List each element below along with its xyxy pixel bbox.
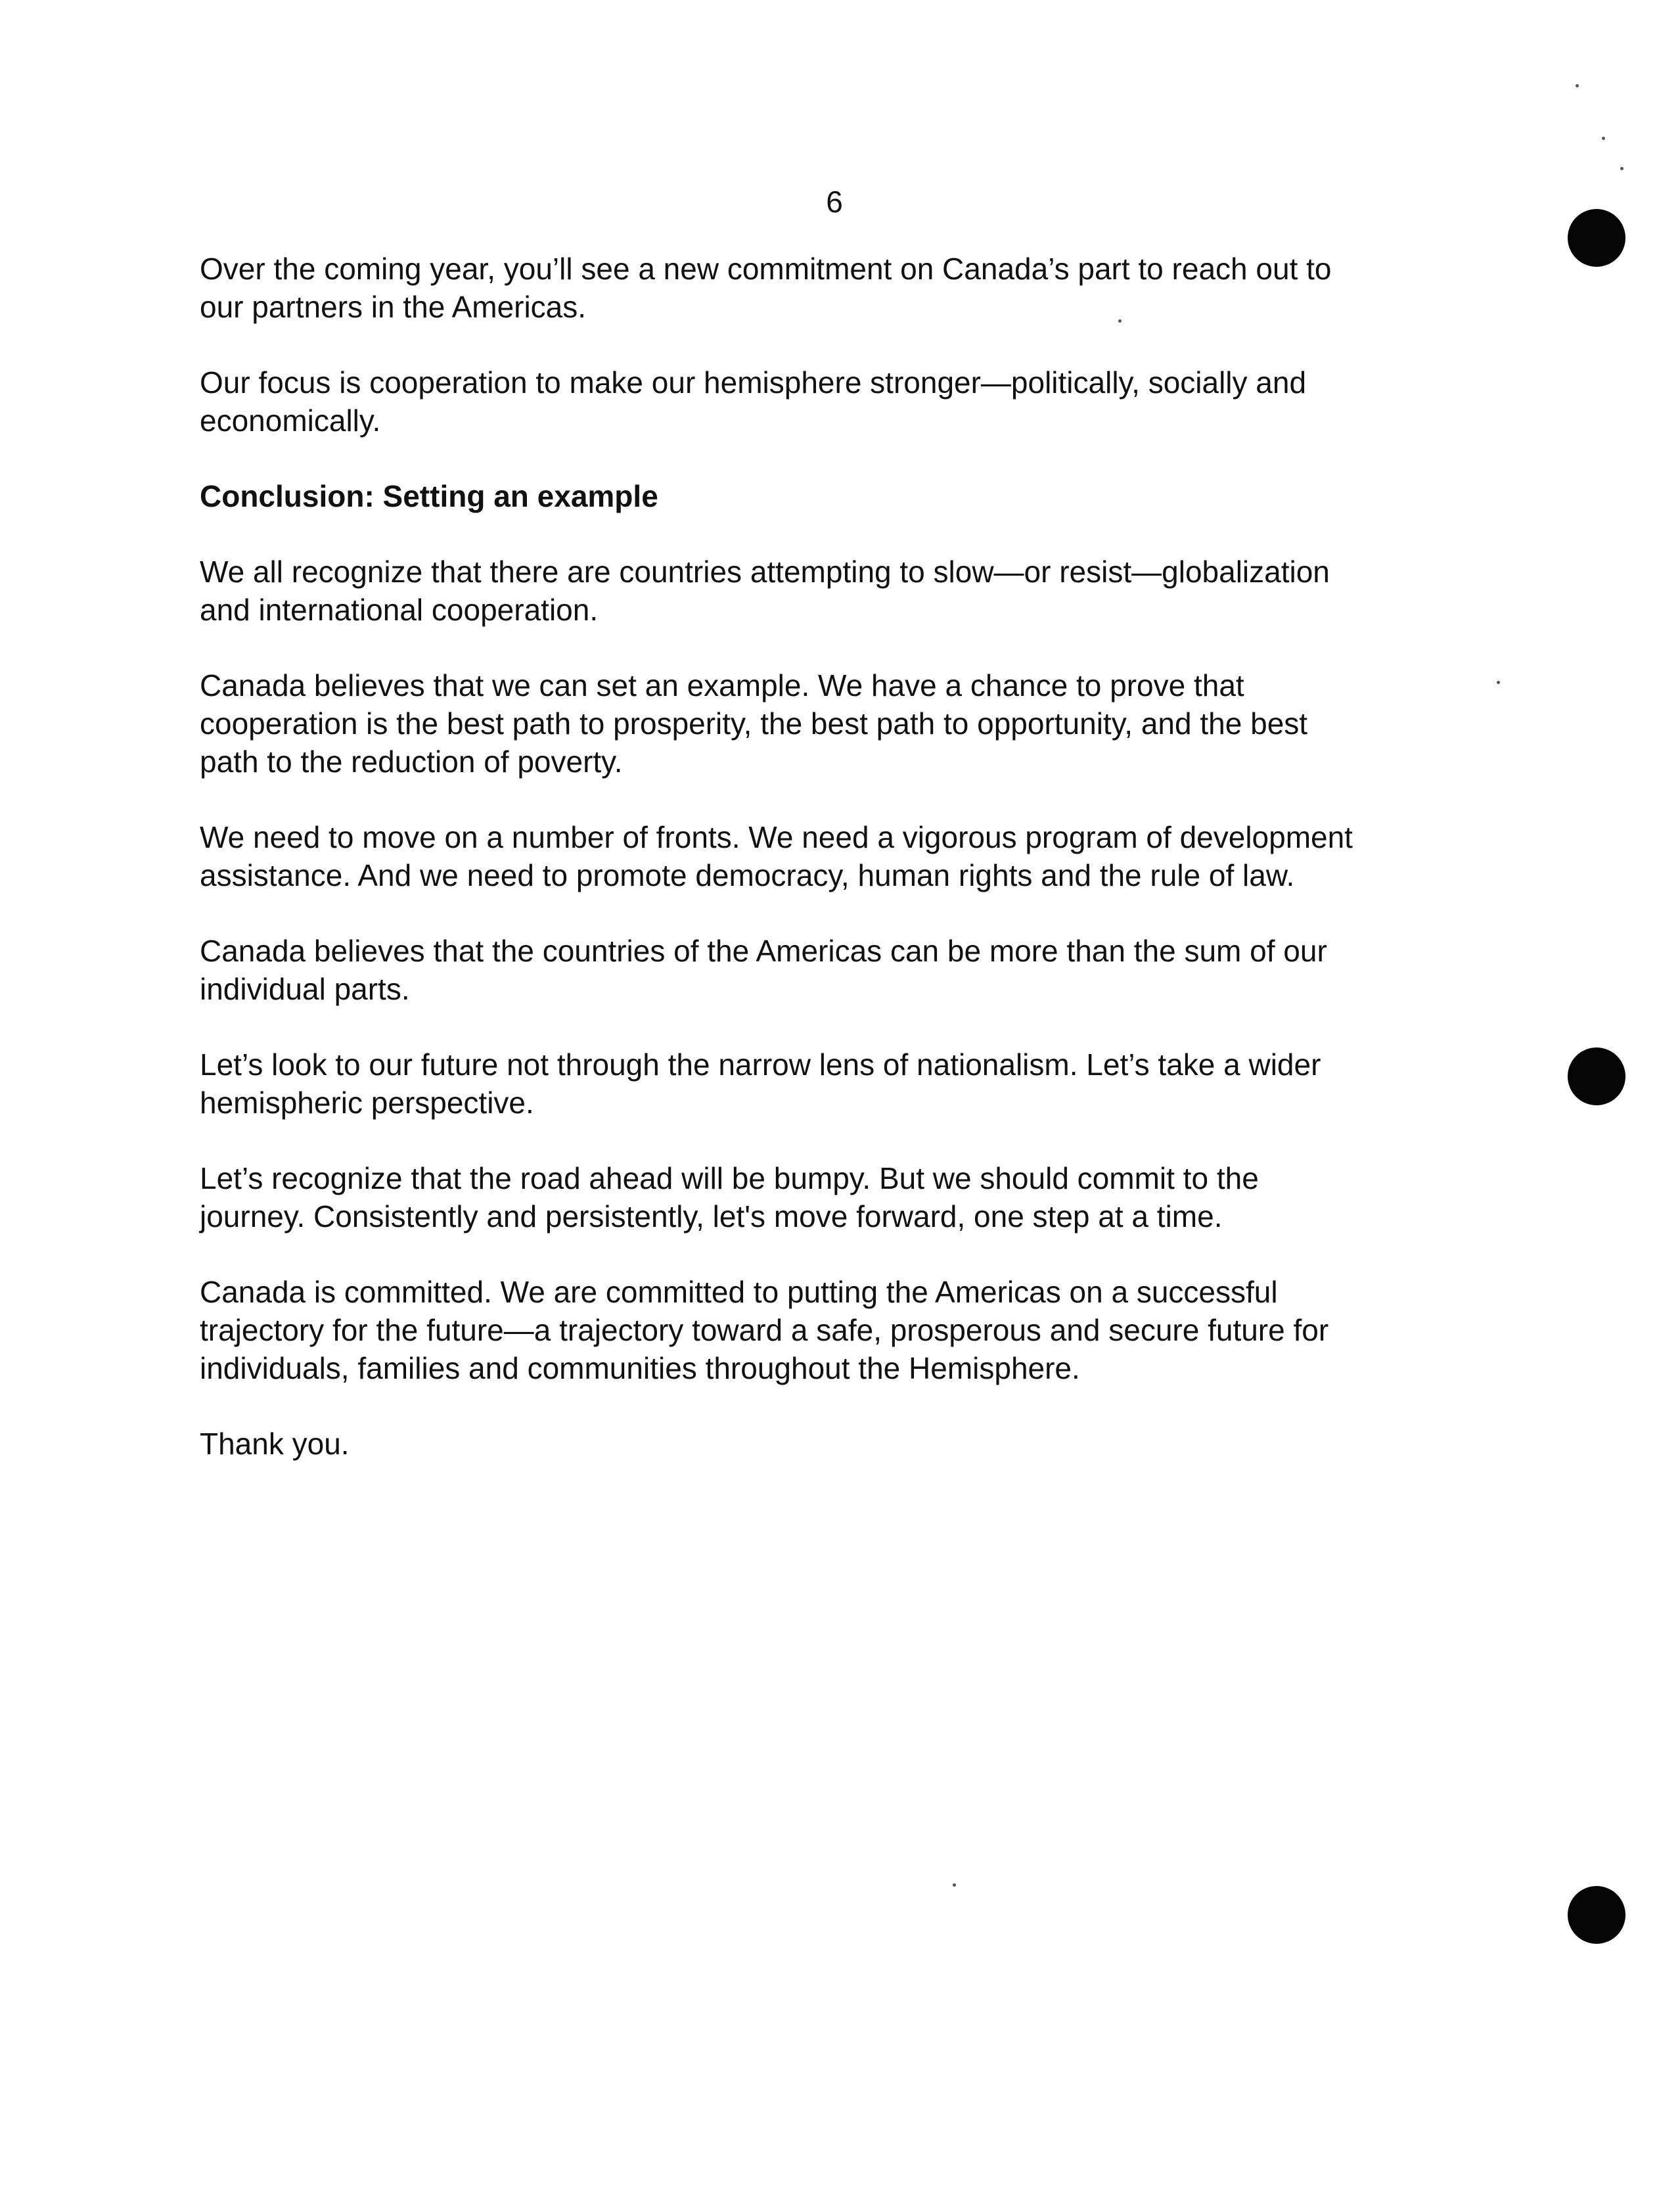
punch-hole	[1568, 1047, 1625, 1105]
paragraph: Our focus is cooperation to make our hemisphere stronger—politically, socially and economically.	[200, 365, 1307, 438]
section-heading: Conclusion: Setting an example	[200, 479, 658, 513]
paragraph: We need to move on a number of fronts. We need a vigorous program of development assistance. And we need to promote democracy, human rights and the rule of law.	[200, 820, 1353, 892]
document-body	[200, 250, 1501, 1500]
scan-speck	[1620, 167, 1623, 170]
scan-speck	[1602, 137, 1605, 140]
punch-hole	[1568, 209, 1625, 267]
punch-hole	[1568, 1886, 1625, 1944]
scan-speck	[1576, 84, 1579, 87]
paragraph: Canada is committed. We are committed to putting the Americas on a successful trajectory for the future—a trajectory toward a safe, prosperous and secure future for individuals, families and communities throughout the Hemisphere.	[200, 1275, 1329, 1385]
paragraph: Over the coming year, you’ll see a new commitment on Canada’s part to reach out to our partners in the Americas.	[200, 252, 1332, 324]
page-number: 6	[826, 185, 843, 219]
scan-speck	[953, 1883, 956, 1887]
paragraph: Canada believes that we can set an example. We have a chance to prove that cooperation is the best path to prosperity, the best path to opportunity, and the best path to the reduction of poverty.	[200, 668, 1308, 779]
closing-line: Thank you.	[200, 1427, 350, 1461]
paragraph: We all recognize that there are countries attempting to slow—or resist—globalization and international cooperation.	[200, 555, 1330, 627]
scan-speck	[1118, 319, 1122, 323]
paragraph: Let’s recognize that the road ahead will be bumpy. But we should commit to the journey. Consistently and persistently, let's move forward, one step at a time.	[200, 1161, 1259, 1233]
scan-speck	[1497, 681, 1500, 684]
paragraph: Canada believes that the countries of the Americas can be more than the sum of our individual parts.	[200, 934, 1327, 1006]
paragraph: Let’s look to our future not through the narrow lens of nationalism. Let’s take a wider hemispheric perspective.	[200, 1047, 1321, 1120]
